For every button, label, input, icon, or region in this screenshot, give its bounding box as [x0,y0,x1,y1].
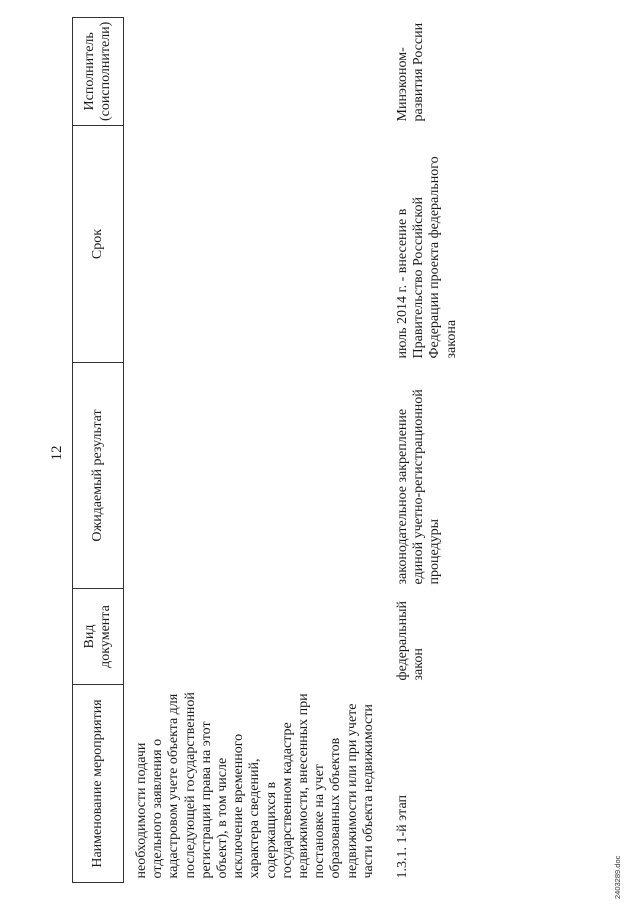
executor-text: Минэконом-развития России [395,22,427,122]
header-executor: Исполнитель (соисполнители) [73,17,124,125]
document-type-text: федеральный закон [395,600,427,681]
cell-term [124,126,396,363]
cell-expected-result [124,363,396,589]
measure-name-text: необходимости подачи отдельного заявления о кадастровом учете объекта для последующей государственной регистрации права на этот объект), в том числе исключение временного характера сведений, содержащихся в государственном кадастре недвижимости, внесенных при постановке на учет образованных объектов недвижимости или при учете части объекта недвижимости [134,692,376,879]
header-document-type: Вид документа [73,589,124,685]
measure-name-text: 1.3.1. 1-й этап [395,795,411,879]
cell-document-type [395,589,460,685]
cell-document-type [124,589,396,685]
cell-expected-result [395,363,460,589]
cell-term [395,126,460,363]
measures-table [72,17,460,883]
footer-document-code: 2403289.doc [613,855,622,899]
cell-measure-name [395,685,460,883]
term-text: июль 2014 г. - внесение в Правительство Российской Федерации проекта федерального закона [395,156,459,359]
header-expected-result: Ожидаемый результат [73,363,124,589]
table-header-row [73,17,124,882]
table-row [124,17,396,882]
table-row [395,17,460,882]
header-term: Срок [73,126,124,363]
page-number: 12 [49,445,65,461]
expected-result-text: законодательное закрепление единой учетно-регистрационной процедуры [395,389,443,585]
cell-measure-name [124,685,396,883]
cell-executor [124,17,396,125]
cell-executor [395,17,460,125]
header-measure-name: Наименование мероприятия [73,685,124,883]
